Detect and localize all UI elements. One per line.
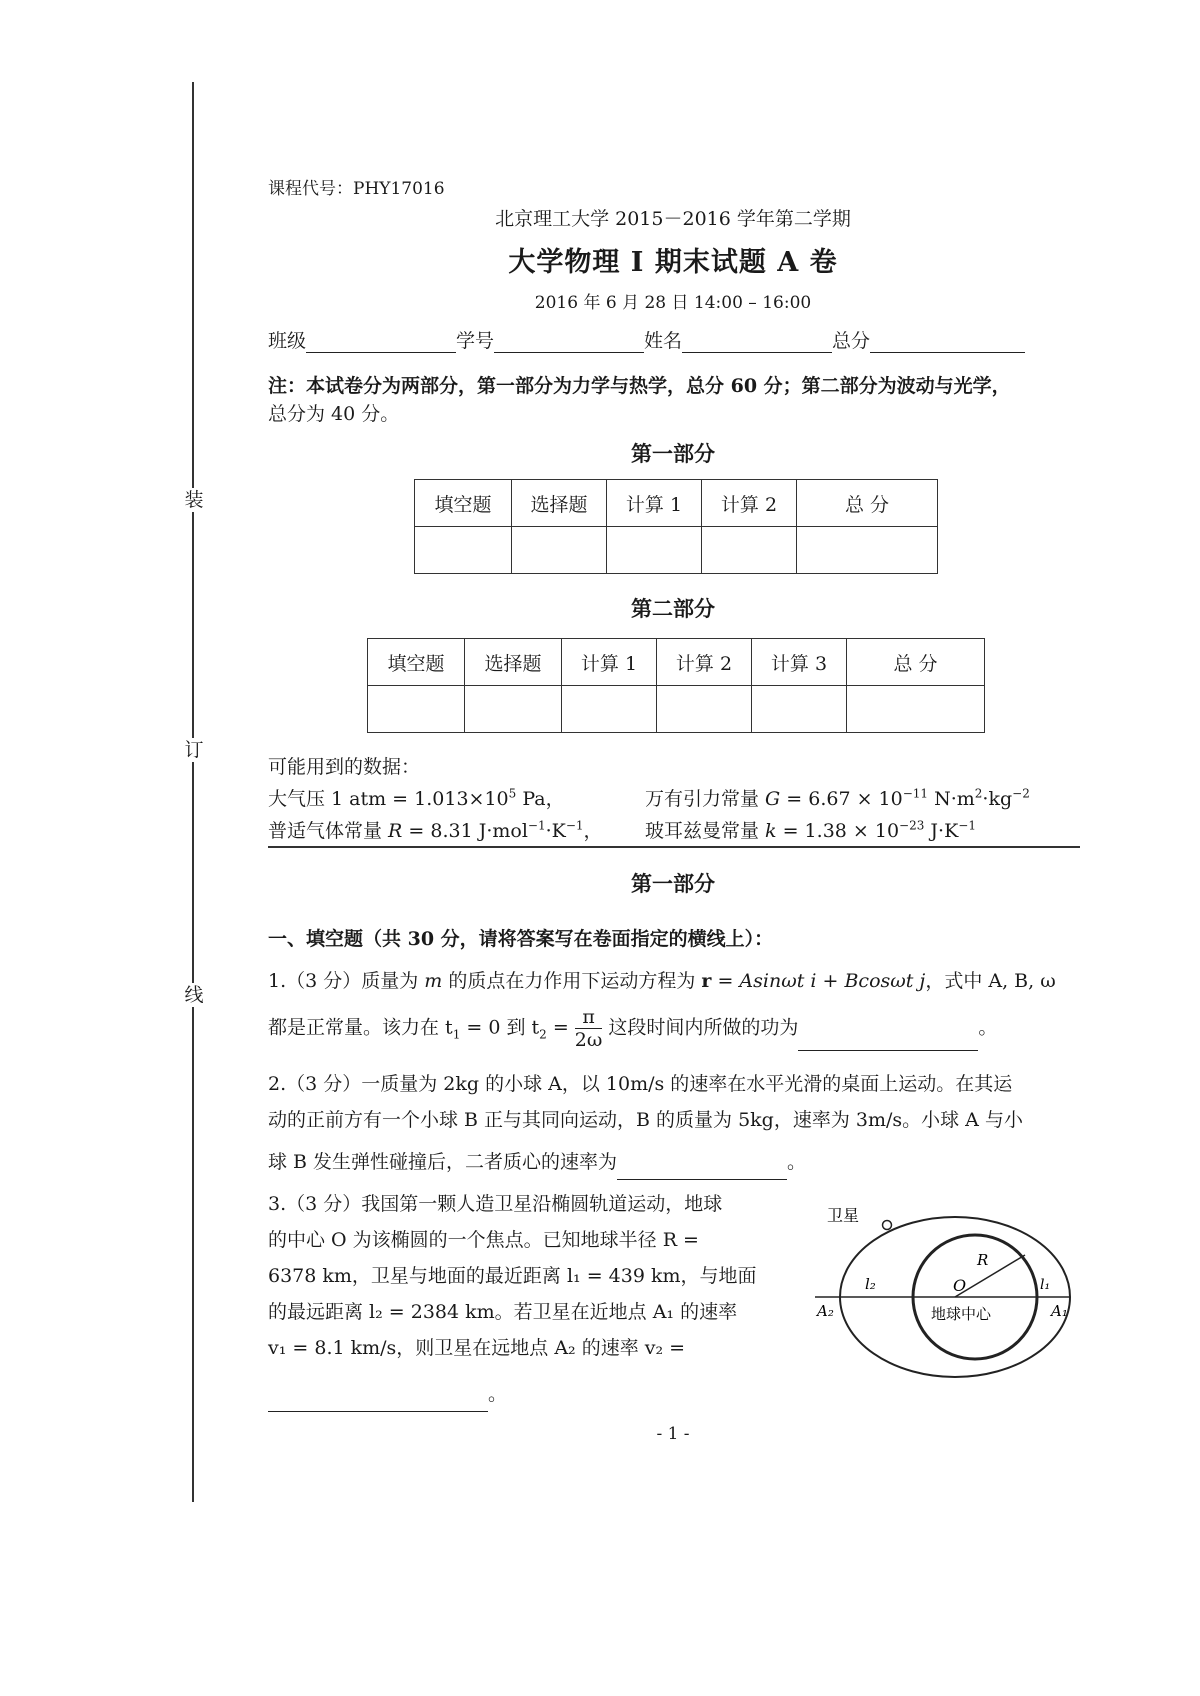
- gas-label: 普适气体常量: [268, 820, 389, 842]
- part2-header-cell: 计算 1: [562, 639, 657, 686]
- q2-line-3: [268, 1144, 1023, 1180]
- orbit-diagram: [815, 1185, 1080, 1385]
- q3-answer-blank[interactable]: [268, 1391, 488, 1412]
- student-id-label: 学号: [456, 330, 495, 352]
- section-heading: 第一部分: [631, 871, 715, 896]
- gas-exp: −1: [527, 818, 546, 833]
- part1-header-cell: 计算 2: [702, 480, 797, 527]
- grav-exp: −2: [1012, 786, 1030, 801]
- atm-exp: 5: [508, 786, 517, 801]
- part1-score-cell[interactable]: [512, 527, 607, 574]
- constants-title: 可能用到的数据：: [268, 756, 421, 778]
- focus-label: O: [953, 1276, 967, 1295]
- grav-exp: 2: [974, 786, 983, 801]
- grav-unit: N·m: [928, 788, 975, 810]
- binding-char-xian: 线: [184, 984, 204, 1006]
- q1-text: = 0 到 t: [460, 1016, 540, 1039]
- constant-boltzmann: [645, 816, 976, 843]
- part1-header-cell: 填空题: [415, 480, 512, 527]
- part2-header-cell: 总 分: [847, 639, 985, 686]
- part1-header-row: [415, 480, 938, 527]
- constant-gas: [268, 816, 603, 843]
- l1-label: l₁: [1040, 1277, 1051, 1293]
- part1-score-cell[interactable]: [797, 527, 938, 574]
- grav-unit: ·kg: [982, 788, 1013, 810]
- student-fields: [268, 326, 1078, 353]
- part1-score-row: [415, 527, 938, 574]
- q2-text: 球 B 发生弹性碰撞后，二者质心的速率为: [268, 1151, 618, 1173]
- total-input[interactable]: [870, 332, 1025, 353]
- satellite-label: 卫星: [827, 1206, 860, 1225]
- q1-text: 这段时间内所做的功为: [602, 1016, 799, 1039]
- q2-answer-blank[interactable]: [617, 1159, 787, 1180]
- q1-sub: 1: [452, 1027, 461, 1042]
- part2-header-cell: 计算 3: [752, 639, 847, 686]
- q1-frac-num: π: [575, 1006, 603, 1029]
- part2-header-cell: 计算 2: [657, 639, 752, 686]
- q1-sub: 2: [539, 1027, 547, 1042]
- q3-line-1: 3.（3 分）我国第一颗人造卫星沿椭圆轨道运动，地球: [268, 1193, 723, 1215]
- boltz-unit: J·K: [924, 820, 959, 842]
- name-input[interactable]: [682, 332, 832, 353]
- perigee-label: A₁: [1051, 1302, 1068, 1320]
- boltz-label: 玻耳兹曼常量: [645, 820, 766, 842]
- note-line-1: 注：本试卷分为两部分，第一部分为力学与热学，总分 60 分；第二部分为波动与光学，: [268, 375, 1011, 397]
- q3-line-5: v₁ = 8.1 km/s，则卫星在远地点 A₂ 的速率 v₂ =: [268, 1337, 686, 1359]
- q3-line-4: 的最远距离 l₂ = 2384 km。若卫星在近地点 A₁ 的速率: [268, 1301, 738, 1323]
- q1-fraction: [575, 1006, 603, 1051]
- apogee-label: A₂: [817, 1302, 834, 1320]
- q1-mass: m: [424, 970, 443, 992]
- part2-score-row: [368, 686, 985, 733]
- q3-block: [268, 1186, 757, 1412]
- q1-text: 都是正常量。该力在 t: [268, 1016, 453, 1039]
- total-label: 总分: [832, 330, 871, 352]
- q2-line-1: 2.（3 分）一质量为 2kg 的小球 A，以 10m/s 的速率在水平光滑的桌面上运动。在其运: [268, 1073, 1013, 1095]
- boltz-value: = 1.38 × 10: [776, 820, 900, 842]
- gas-end: ，: [583, 820, 603, 842]
- part2-score-cell[interactable]: [368, 686, 465, 733]
- q3-end: 。: [488, 1383, 508, 1405]
- satellite-dot: [883, 1221, 892, 1230]
- q3-line-2: 的中心 O 为该椭圆的一个焦点。已知地球半径 R =: [268, 1229, 699, 1251]
- boltz-symbol: k: [765, 820, 777, 842]
- q1-text: ，式中 A, B, ω: [925, 970, 1056, 992]
- grav-label: 万有引力常量: [645, 788, 766, 810]
- q1-line-1: [268, 966, 1056, 993]
- gas-symbol: R: [388, 820, 403, 842]
- binding-char-zhuang: 装: [184, 489, 204, 511]
- q1-equation: = Asinωt i + Bcosωt j: [711, 970, 926, 992]
- constant-atm: [268, 784, 565, 811]
- q1-text: =: [546, 1016, 575, 1039]
- gas-unit: ·K: [545, 820, 566, 842]
- part1-score-cell[interactable]: [415, 527, 512, 574]
- note-line-2: 总分为 40 分。: [268, 403, 400, 425]
- part2-score-cell[interactable]: [465, 686, 562, 733]
- part1-header-cell: 选择题: [512, 480, 607, 527]
- earth-center-label: 地球中心: [931, 1305, 992, 1323]
- q2-line-2: 动的正前方有一个小球 B 正与其同向运动，B 的质量为 5kg，速率为 3m/s。小球 A 与小: [268, 1109, 1023, 1131]
- q1-text: 的质点在力作用下运动方程为: [442, 970, 702, 992]
- q2-end: 。: [787, 1151, 807, 1173]
- part1-score-cell[interactable]: [702, 527, 797, 574]
- q1-text: 1.（3 分）质量为: [268, 970, 425, 992]
- class-input[interactable]: [306, 332, 456, 353]
- boltz-exp: −23: [899, 818, 925, 833]
- part1-score-table: [414, 479, 938, 574]
- part1-heading: 第一部分: [631, 441, 715, 466]
- constant-grav: [645, 784, 1030, 811]
- part2-score-cell[interactable]: [847, 686, 985, 733]
- part1-header-cell: 总 分: [797, 480, 938, 527]
- part2-heading: 第二部分: [631, 596, 715, 621]
- gas-exp: −1: [565, 818, 584, 833]
- exam-time: 2016 年 6 月 28 日 14:00 – 16:00: [534, 293, 812, 313]
- q3-line-3: 6378 km，卫星与地面的最近距离 l₁ = 439 km，与地面: [268, 1265, 757, 1287]
- course-code: 课程代号：PHY17016: [268, 179, 445, 199]
- university-term: 北京理工大学 2015－2016 学年第二学期: [495, 208, 851, 230]
- grav-symbol: G: [765, 788, 781, 810]
- grav-exp: −11: [902, 786, 929, 801]
- radius-label: R: [977, 1251, 989, 1269]
- atm-text: 大气压 1 atm = 1.013×10: [268, 788, 509, 810]
- binding-char-ding: 订: [184, 739, 204, 761]
- name-label: 姓名: [644, 330, 683, 352]
- binding-line: [192, 82, 194, 1502]
- student-id-input[interactable]: [494, 332, 644, 353]
- q1-answer-blank[interactable]: [798, 1030, 978, 1051]
- l2-label: l₂: [865, 1275, 876, 1293]
- class-label: 班级: [268, 330, 307, 352]
- part2-score-table: [367, 638, 985, 733]
- divider-rule: [268, 846, 1080, 848]
- exam-note: [268, 372, 1011, 428]
- q3-answer-line: [268, 1376, 757, 1412]
- q1-frac-den: 2ω: [574, 1029, 603, 1051]
- atm-unit: Pa，: [516, 788, 565, 810]
- gas-value: = 8.31 J·mol: [402, 820, 528, 842]
- part2-header-row: [368, 639, 985, 686]
- exam-title: 大学物理 I 期末试题 A 卷: [508, 247, 838, 278]
- q1-line-2: [268, 1006, 997, 1051]
- fill-section-title: 一、填空题（共 30 分，请将答案写在卷面指定的横线上）：: [268, 928, 774, 950]
- page-number: - 1 -: [656, 1424, 690, 1444]
- q1-r-vector: r: [701, 970, 712, 992]
- part2-score-cell[interactable]: [657, 686, 752, 733]
- part1-header-cell: 计算 1: [607, 480, 702, 527]
- q1-end: 。: [978, 1016, 998, 1039]
- boltz-exp: −1: [958, 818, 976, 833]
- q2-block: [268, 1066, 1023, 1180]
- part2-score-cell[interactable]: [562, 686, 657, 733]
- part2-header-cell: 选择题: [465, 639, 562, 686]
- grav-value: = 6.67 × 10: [780, 788, 903, 810]
- part1-score-cell[interactable]: [607, 527, 702, 574]
- part2-score-cell[interactable]: [752, 686, 847, 733]
- part2-header-cell: 填空题: [368, 639, 465, 686]
